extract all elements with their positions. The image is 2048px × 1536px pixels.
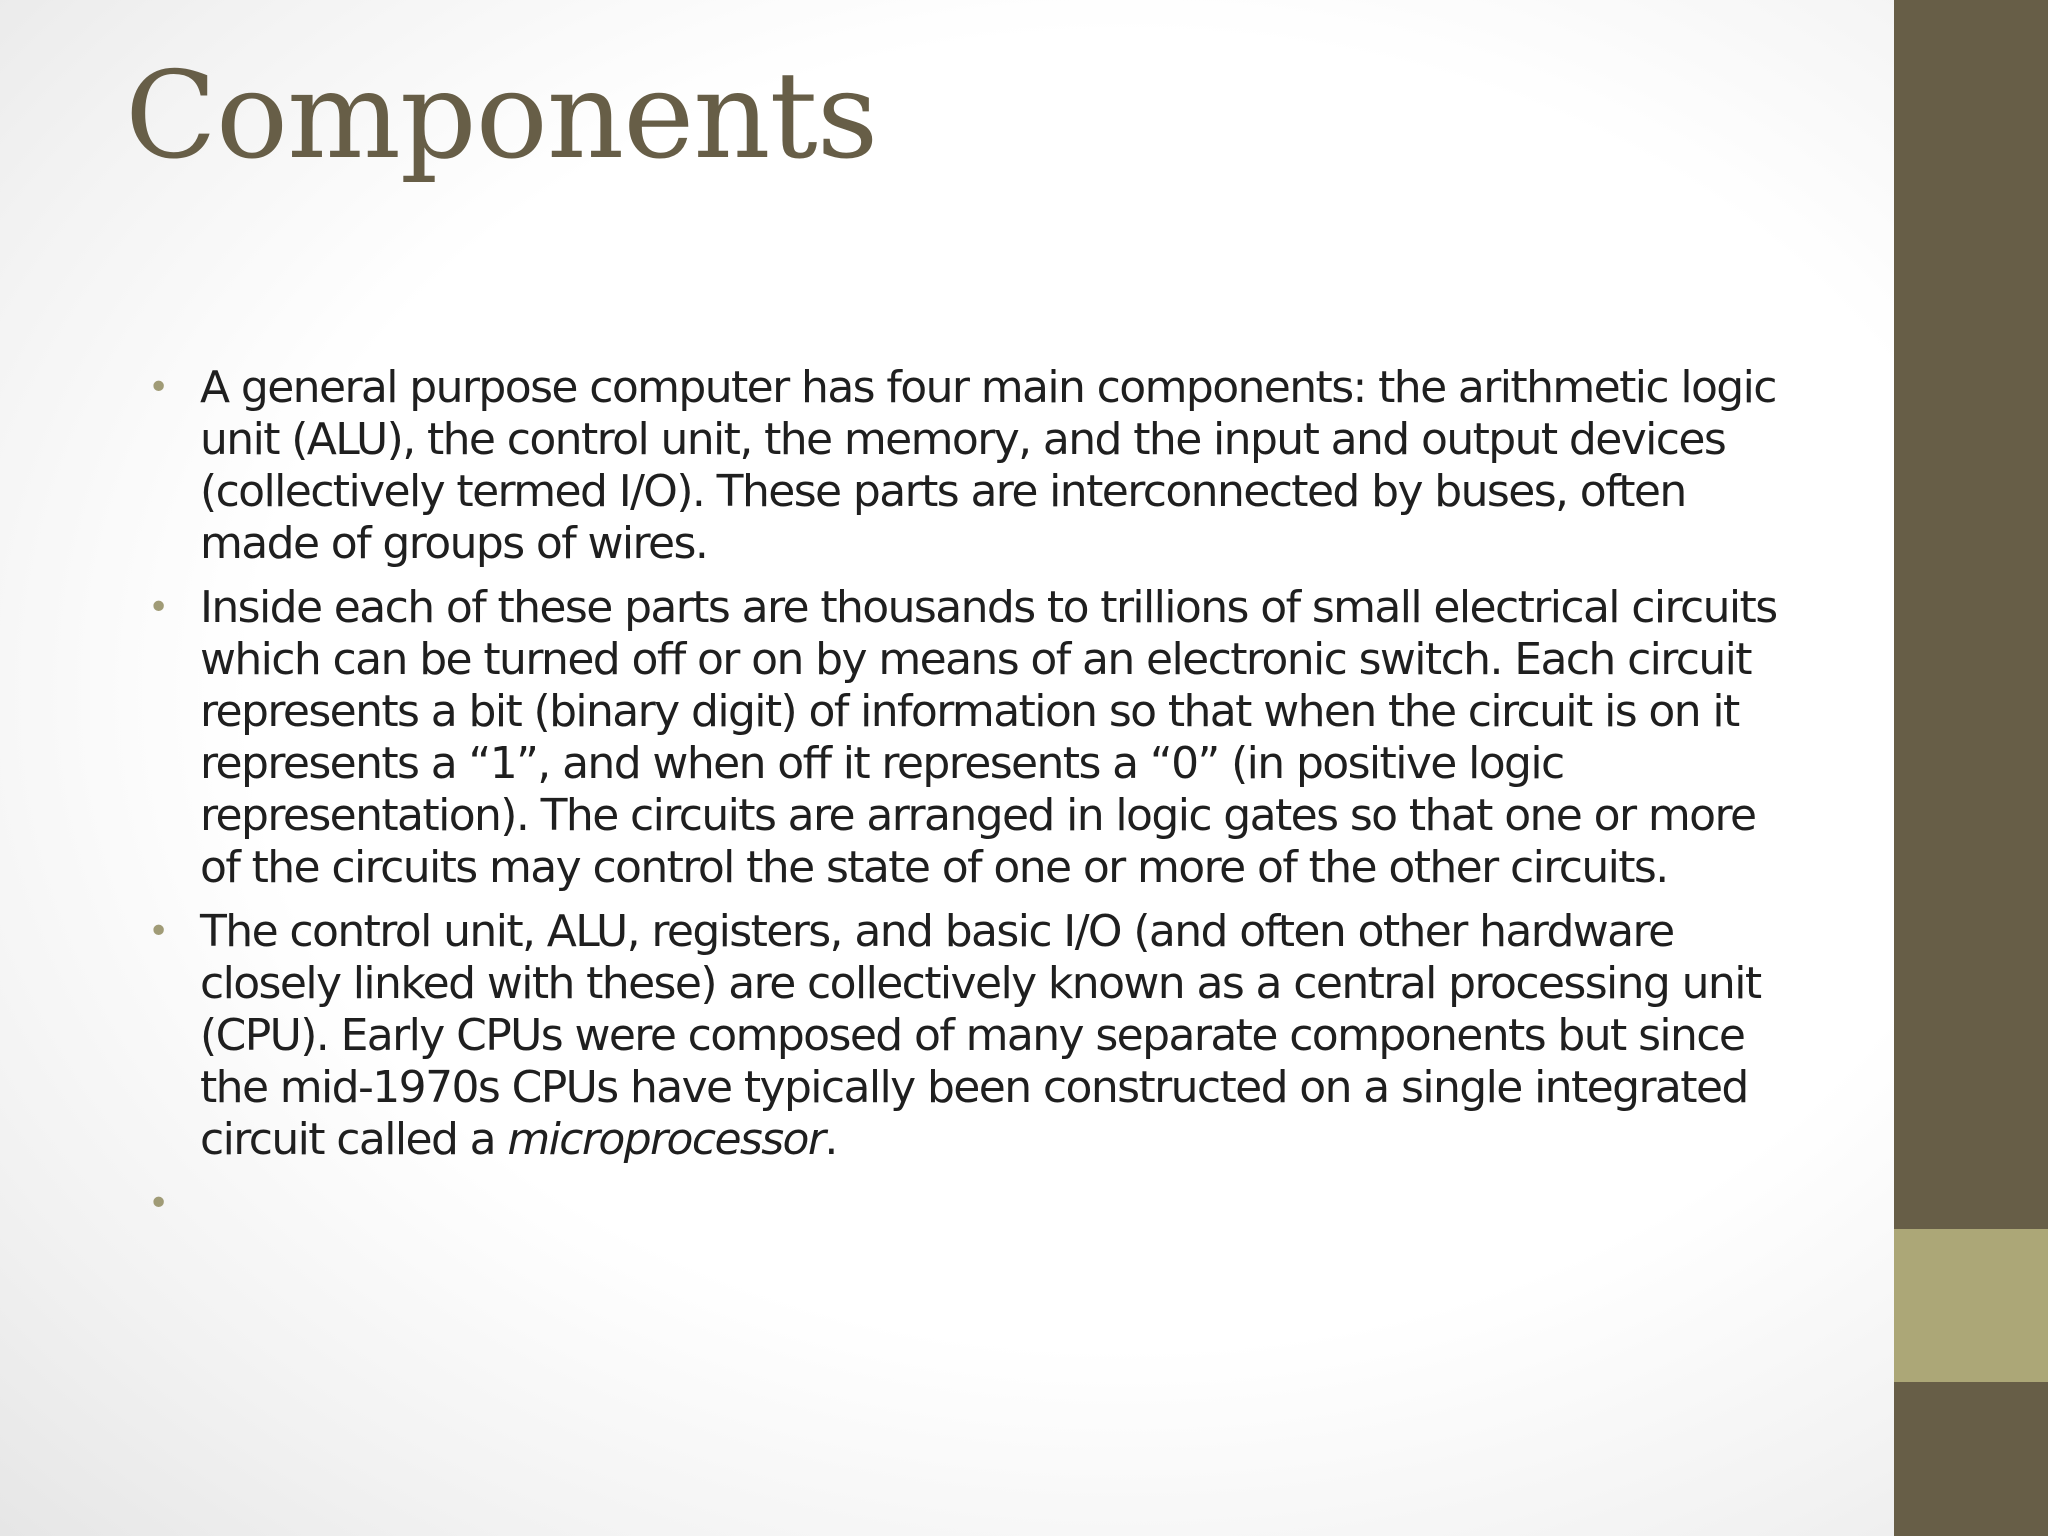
bullet-text bbox=[200, 1178, 1798, 1230]
bullet-item-1 bbox=[148, 362, 1798, 570]
bullet-dot-icon: • bbox=[148, 1183, 168, 1224]
bullet-list bbox=[148, 362, 1798, 1242]
bullet-dot-icon: • bbox=[148, 367, 168, 408]
bullet-dot-icon: • bbox=[148, 911, 168, 952]
bullet-dot-icon: • bbox=[148, 587, 168, 628]
bullet-item-2 bbox=[148, 582, 1798, 894]
bullet-text-wrapper bbox=[200, 906, 1798, 1166]
bullet-item-4-empty bbox=[148, 1178, 1798, 1230]
bullet-text: A general purpose computer has four main components: the arithmetic logic unit (ALU), the control unit, the memory, and the input and output devices (collectively termed I/O). These parts are interconnected by buses, often made of groups of wires. bbox=[200, 362, 1776, 569]
bullet-item-3 bbox=[148, 906, 1798, 1166]
bullet-emphasis: microprocessor bbox=[507, 1114, 825, 1165]
bullet-trailing: . bbox=[824, 1114, 837, 1165]
sidebar-accent-block bbox=[1894, 1229, 2048, 1382]
slide-title: Components bbox=[125, 47, 878, 186]
bullet-text: The control unit, ALU, registers, and basic I/O (and often other hardware closely linked with these) are collectively known as a central processing unit (CPU). Early CPUs were composed of many separate components but since the mid-1970s CPUs have typically been constructed on a single integrated circuit called a bbox=[200, 906, 1761, 1165]
bullet-text: Inside each of these parts are thousands to trillions of small electrical circuits which can be turned off or on by means of an electronic switch. Each circuit represents a bit (binary digit) of information so that when the circuit is on it represents a “1”, and when off it represents a “0” (in positive logic representation). The circuits are arranged in logic gates so that one or more of the circuits may control the state of one or more of the other circuits. bbox=[200, 582, 1777, 893]
